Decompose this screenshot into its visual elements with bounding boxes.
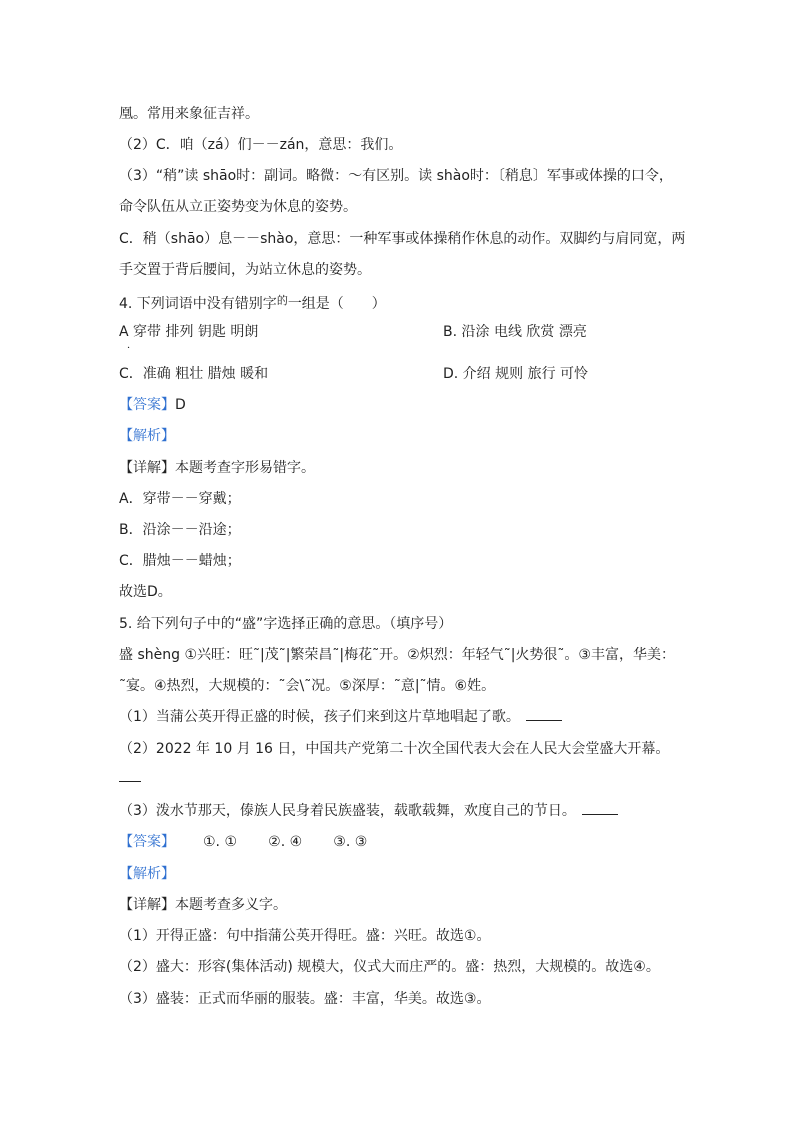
question-5-item-3: （3）盛装：正式而华丽的服装。盛：丰富，华美。故选③。 xyxy=(119,991,491,1007)
sentence-text: （3）泼水节那天，傣族人民身着民族盛装，载歌载舞，欢度自己的节日。 xyxy=(119,803,576,819)
question-4-item-a: A．穿带－－穿戴； xyxy=(119,491,241,507)
question-5-sentence-1 xyxy=(119,708,562,726)
emphasis-dot: ． xyxy=(127,340,137,351)
question-5-sentence-3 xyxy=(119,802,618,820)
question-4-conclusion: 故选D。 xyxy=(119,584,172,600)
question-5-definition-2: ˜宴。④热烈，大规模的：˜会\˜况。⑤深厚：˜意|˜情。⑥姓。 xyxy=(119,678,496,694)
question-5-definition-1: 盛 shèng ①兴旺：旺˜|茂˜|繁荣昌˜|梅花˜开。②炽烈：年轻气˜|火势很˜。③丰富，华美： xyxy=(119,647,675,663)
question-4-item-b: B．沿涂－－沿途； xyxy=(119,522,241,538)
text-line-4: 命令队伍从立正姿势变为休息的姿势。 xyxy=(119,199,357,215)
answer-values: ①. ① ②. ④ ③. ③ xyxy=(203,834,368,850)
answer-tag: 【答案】 xyxy=(119,834,175,850)
question-5-stem: 5. 给下列句子中的“盛”字选择正确的意思。（填序号） xyxy=(119,616,453,632)
analysis-tag: 【解析】 xyxy=(119,428,175,444)
sentence-text: （1）当蒲公英开得正盛的时候，孩子们来到这片草地唱起了歌。 xyxy=(119,709,520,725)
text-line-6: 手交置于背后腰间，为站立休息的姿势。 xyxy=(119,262,371,278)
text-line-1: 凰。常用来象征吉祥。 xyxy=(119,106,259,122)
text-line-2: （2）C．咱（zá）们－－zán，意思：我们。 xyxy=(119,137,403,153)
question-4-stem-part-a: 4. 下列词语中没有错别字 xyxy=(119,296,277,312)
text-line-3: （3）“稍”读 shāo时：副词。略微：～有区别。读 shào时：〔稍息〕军事或体操的口令， xyxy=(119,168,673,184)
answer-value: D xyxy=(175,397,186,413)
text-line-5: C．稍（shāo）息－－shào，意思：一种军事或体操稍作休息的动作。双脚约与肩同宽，两 xyxy=(119,231,686,247)
question-5-detail: 【详解】本题考查多义字。 xyxy=(119,897,287,913)
question-4-option-c: C．准确 粗壮 腊烛 暖和 xyxy=(119,366,269,382)
question-4-option-a: A 穿带 排列 钥匙 明朗 xyxy=(119,324,259,340)
question-4-stem-part-b: 一组是（ ） xyxy=(287,296,386,312)
question-4-detail: 【详解】本题考查字形易错字。 xyxy=(119,460,315,476)
question-5-item-1: （1）开得正盛：句中指蒲公英开得旺。盛：兴旺。故选①。 xyxy=(119,928,491,944)
question-4-answer xyxy=(119,396,186,414)
question-5-sentence-2: （2）2022 年 10 月 16 日，中国共产党第二十次全国代表大会在人民大会堂盛大开幕。 xyxy=(119,741,670,757)
answer-tag: 【答案】 xyxy=(119,397,175,413)
question-5-item-2: （2）盛大：形容(集体活动) 规模大，仪式大而庄严的。盛：热烈，大规模的。故选④。 xyxy=(119,959,660,975)
analysis-tag: 【解析】 xyxy=(119,866,175,882)
question-4-option-b: B. 沿涂 电线 欣赏 漂亮 xyxy=(443,324,587,340)
question-4-stem-superscript: 的 xyxy=(276,294,288,307)
question-4-item-c: C．腊烛－－蜡烛； xyxy=(119,553,241,569)
answer-blank xyxy=(526,708,562,721)
answer-blank xyxy=(582,802,618,815)
answer-blank xyxy=(119,781,141,782)
question-4-stem xyxy=(119,292,386,313)
question-4-option-d: D. 介绍 规则 旅行 可怜 xyxy=(443,366,589,382)
question-5-answer xyxy=(119,833,367,851)
